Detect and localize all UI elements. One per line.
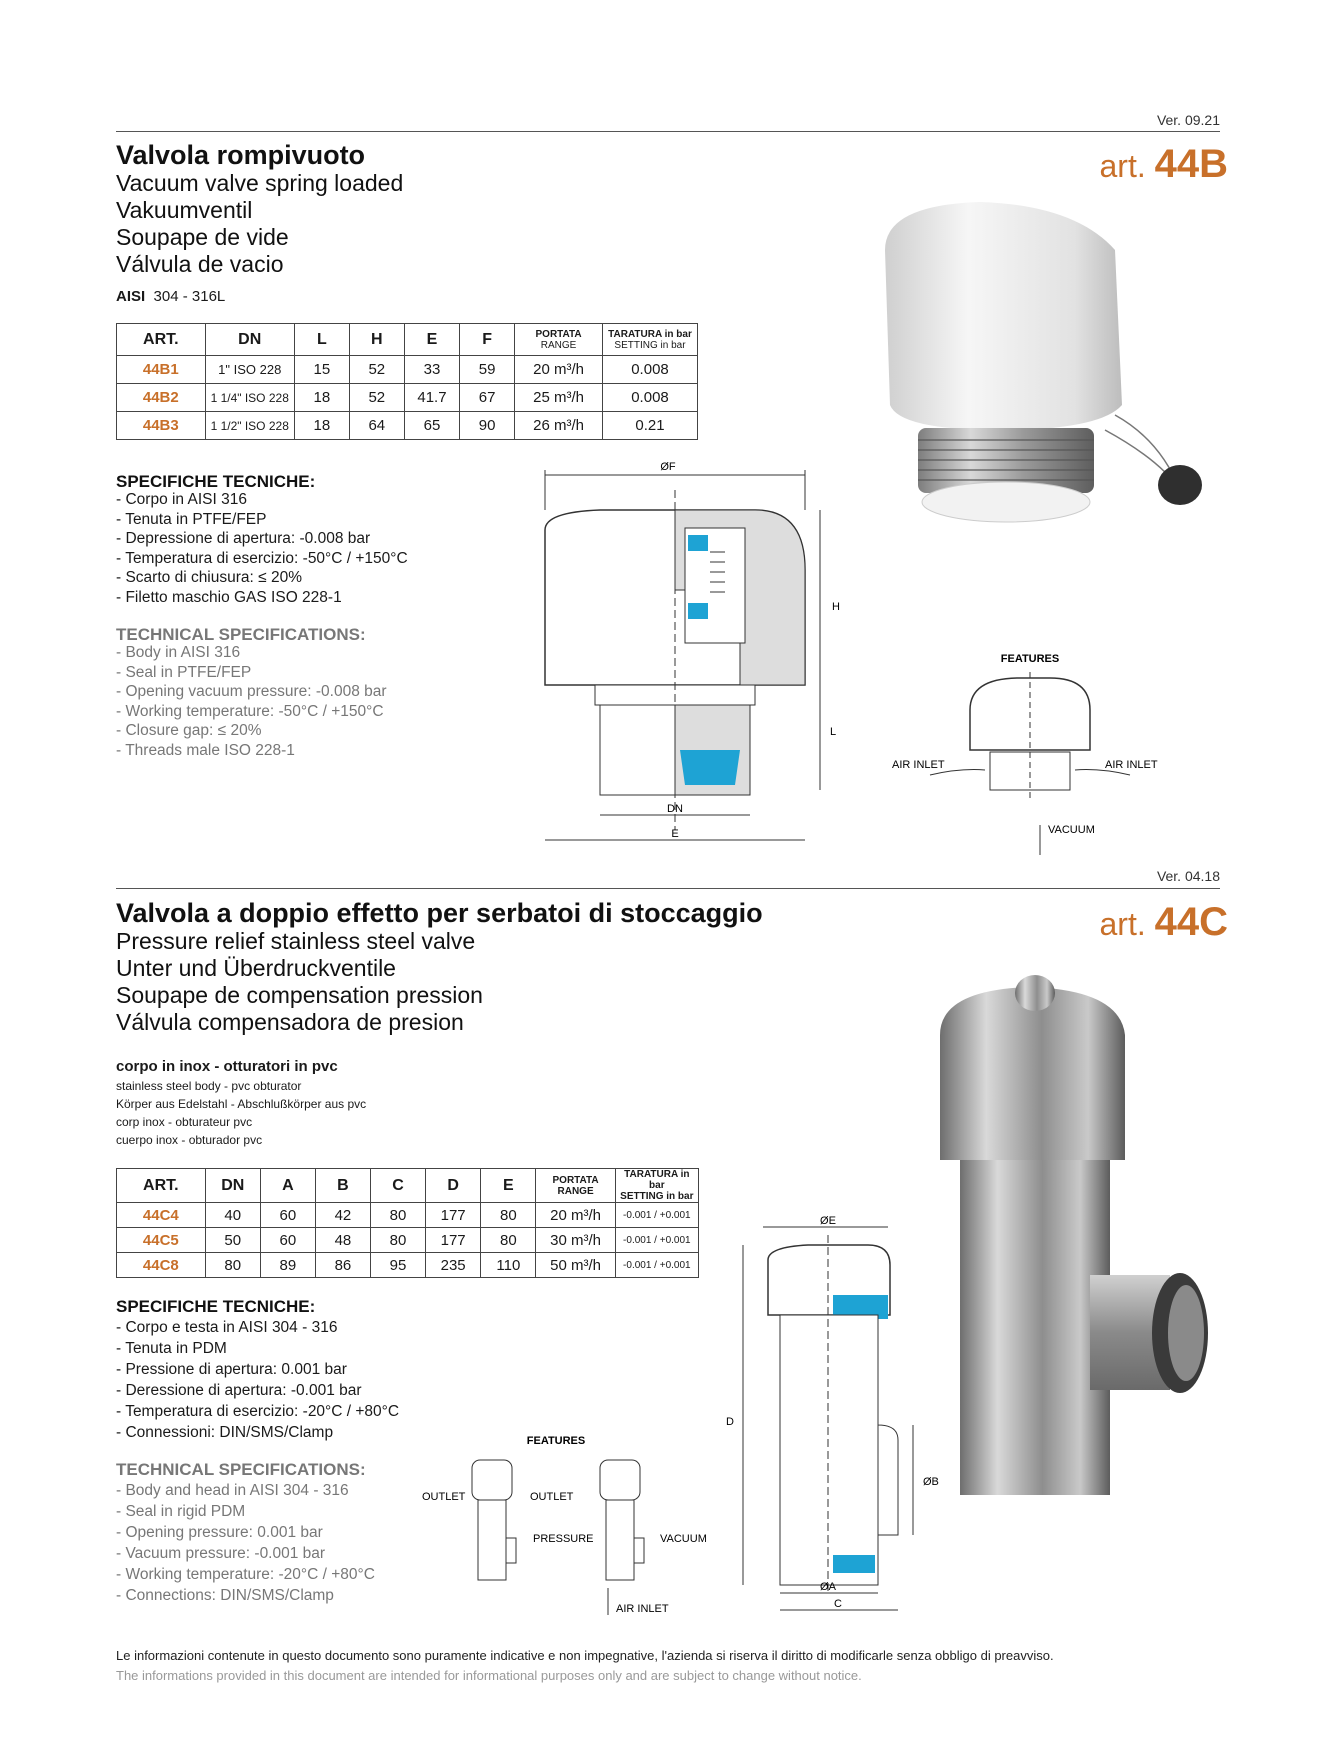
cell: 65 — [404, 412, 459, 440]
dim-e: ØE — [820, 1215, 836, 1227]
list-item: stainless steel body - pvc obturator — [116, 1079, 302, 1093]
spec-en-list — [116, 1480, 375, 1606]
cell: 18 — [294, 384, 349, 412]
list-item: - Seal in PTFE/FEP — [116, 663, 252, 681]
cell: 177 — [426, 1203, 481, 1228]
article-number: 44B — [1154, 142, 1228, 186]
cell-setting: -0.001 / +0.001 — [615, 1228, 698, 1253]
col-header: E — [404, 324, 459, 356]
cell-range: 25 m³/h — [515, 384, 603, 412]
vacuum-label: VACUUM — [1048, 824, 1095, 836]
article-code — [1099, 142, 1228, 187]
col-header: B — [315, 1169, 370, 1203]
list-item: - Working temperature: -50°C / +150°C — [116, 702, 384, 720]
article-prefix: art. — [1099, 906, 1146, 942]
cell: 110 — [481, 1253, 536, 1278]
ptfe-seal — [922, 482, 1090, 522]
list-item: - Corpo e testa in AISI 304 - 316 — [116, 1319, 338, 1336]
list-item: - Connessioni: DIN/SMS/Clamp — [116, 1424, 334, 1441]
dim-c: C — [834, 1598, 842, 1610]
cell: 67 — [460, 384, 515, 412]
disclaimer-en: The informations provided in this document are intended for informational purposes only and are subject to change without notice. — [116, 1668, 862, 1683]
subtitle: Unter und Überdruckventile — [116, 955, 396, 981]
setting-sub: SETTING in bar — [620, 1191, 694, 1202]
list-item: - Vacuum pressure: -0.001 bar — [116, 1545, 326, 1562]
table-row — [117, 384, 698, 412]
material-list — [116, 1077, 366, 1149]
col-header: E — [481, 1169, 536, 1203]
subtitle: Vakuumventil — [116, 197, 253, 223]
list-item: - Tenuta in PTFE/FEP — [116, 510, 267, 528]
subtitle: Soupape de compensation pression — [116, 982, 483, 1008]
range-head: PORTATA — [535, 328, 582, 340]
col-header-setting — [603, 324, 698, 356]
cell-art: 44C4 — [117, 1203, 206, 1228]
cell: 40 — [205, 1203, 260, 1228]
cap-nut — [1015, 975, 1055, 1011]
cell-setting: 0.21 — [603, 412, 698, 440]
spec-it-heading: SPECIFICHE TECNICHE: — [116, 1297, 316, 1316]
range-sub: RANGE — [540, 339, 577, 351]
table-row — [117, 1203, 699, 1228]
cell-art: 44B2 — [117, 384, 206, 412]
cell: 60 — [260, 1203, 315, 1228]
col-header-range — [536, 1169, 615, 1203]
dim-e: E — [671, 828, 679, 840]
cell: 80 — [370, 1228, 425, 1253]
list-item: - Scarto di chiusura: ≤ 20% — [116, 569, 302, 586]
cell-range: 30 m³/h — [536, 1228, 615, 1253]
subtitle: Pressure relief stainless steel valve — [116, 928, 476, 954]
cell-art: 44C5 — [117, 1228, 206, 1253]
cell: 48 — [315, 1228, 370, 1253]
features-title: FEATURES — [1000, 653, 1060, 665]
col-header: DN — [205, 1169, 260, 1203]
spec-table-44c — [116, 1168, 699, 1278]
range-head: PORTATA — [552, 1174, 599, 1186]
col-header: C — [370, 1169, 425, 1203]
technical-drawing-44c — [718, 1215, 948, 1615]
col-header-setting — [615, 1169, 698, 1203]
steel-head — [940, 987, 1125, 1160]
product-title: Valvola rompivuoto — [116, 140, 366, 170]
white-cap — [885, 202, 1122, 430]
section-divider — [116, 888, 1220, 889]
cell: 18 — [294, 412, 349, 440]
cell: 52 — [349, 356, 404, 384]
table-row — [117, 1228, 699, 1253]
cell: 80 — [370, 1203, 425, 1228]
subtitle: Vacuum valve spring loaded — [116, 170, 404, 196]
list-item: - Opening pressure: 0.001 bar — [116, 1524, 323, 1541]
pressure-label: PRESSURE — [533, 1533, 594, 1545]
air-inlet-label: AIR INLET — [616, 1603, 669, 1615]
list-item: corp inox - obturateur pvc — [116, 1115, 253, 1129]
table-row — [117, 1253, 699, 1278]
spec-en-list — [116, 643, 387, 760]
cell: 33 — [404, 356, 459, 384]
list-item: - Closure gap: ≤ 20% — [116, 722, 262, 739]
list-item: - Threads male ISO 228-1 — [116, 741, 295, 759]
cell: 60 — [260, 1228, 315, 1253]
cell-range: 20 m³/h — [515, 356, 603, 384]
version-label: Ver. 09.21 — [1156, 112, 1220, 128]
cell: 177 — [426, 1228, 481, 1253]
vacuum-label: VACUUM — [660, 1533, 707, 1545]
col-header: F — [460, 324, 515, 356]
subtitle-list — [116, 928, 483, 1036]
spec-it-list — [116, 1317, 399, 1443]
col-header: H — [349, 324, 404, 356]
cell-setting: -0.001 / +0.001 — [615, 1253, 698, 1278]
cell-art: 44B1 — [117, 356, 206, 384]
cell-setting: 0.008 — [603, 384, 698, 412]
features-diagram-44c — [420, 1430, 720, 1620]
outlet-right: OUTLET — [530, 1491, 574, 1503]
cell: 86 — [315, 1253, 370, 1278]
cell: 80 — [481, 1203, 536, 1228]
list-item: - Filetto maschio GAS ISO 228-1 — [116, 588, 342, 606]
aisi-label: AISI — [116, 288, 146, 305]
spec-it-heading: SPECIFICHE TECNICHE: — [116, 472, 316, 491]
list-item: - Connections: DIN/SMS/Clamp — [116, 1587, 334, 1604]
lead-seal — [1158, 465, 1202, 505]
col-header: ART. — [117, 1169, 206, 1203]
cell: 89 — [260, 1253, 315, 1278]
spec-it-list — [116, 490, 408, 607]
list-item: - Temperatura di esercizio: -50°C / +150°C — [116, 549, 408, 567]
features-diagram-44b — [890, 650, 1180, 860]
list-item: cuerpo inox - obturador pvc — [116, 1133, 263, 1147]
cell: 95 — [370, 1253, 425, 1278]
col-header: A — [260, 1169, 315, 1203]
dim-dn: DN — [667, 803, 683, 815]
product-photo-44c — [930, 965, 1240, 1565]
list-item: - Body and head in AISI 304 - 316 — [116, 1482, 349, 1499]
spec-table-44b — [116, 323, 698, 440]
cell: 15 — [294, 356, 349, 384]
air-inlet-right: AIR INLET — [1105, 759, 1158, 771]
list-item: - Body in AISI 316 — [116, 644, 241, 661]
material-line — [116, 288, 225, 305]
cell: 41.7 — [404, 384, 459, 412]
technical-drawing-44b — [540, 461, 860, 860]
product-title: Valvola a doppio effetto per serbatoi di stoccaggio — [116, 898, 763, 928]
subtitle-list — [116, 170, 403, 278]
cell-setting: 0.008 — [603, 356, 698, 384]
col-header-range — [515, 324, 603, 356]
cell-range: 20 m³/h — [536, 1203, 615, 1228]
steel-body — [960, 1160, 1110, 1495]
subtitle: Válvula compensadora de presion — [116, 1009, 464, 1035]
cell-range: 26 m³/h — [515, 412, 603, 440]
setting-head: TARATURA in bar — [608, 328, 692, 340]
list-item: - Pressione di apertura: 0.001 bar — [116, 1361, 347, 1378]
cell: 90 — [460, 412, 515, 440]
cell-dn: 1 1/4" ISO 228 — [205, 384, 294, 412]
list-item: - Depressione di apertura: -0.008 bar — [116, 530, 371, 547]
cell: 80 — [205, 1253, 260, 1278]
dim-h: H — [832, 601, 840, 613]
list-item: - Corpo in AISI 316 — [116, 491, 247, 508]
cell: 80 — [481, 1228, 536, 1253]
material-title: corpo in inox - otturatori in pvc — [116, 1058, 338, 1075]
cell-range: 50 m³/h — [536, 1253, 615, 1278]
col-header: D — [426, 1169, 481, 1203]
cell: 52 — [349, 384, 404, 412]
list-item: - Deressione di apertura: -0.001 bar — [116, 1382, 362, 1399]
cell: 64 — [349, 412, 404, 440]
product-photo-44b — [860, 190, 1220, 550]
article-number: 44C — [1154, 900, 1228, 944]
spec-en-heading: TECHNICAL SPECIFICATIONS: — [116, 1460, 366, 1479]
spec-en-heading: TECHNICAL SPECIFICATIONS: — [116, 625, 366, 644]
cell-art: 44C8 — [117, 1253, 206, 1278]
dim-l: L — [830, 726, 837, 738]
cell: 235 — [426, 1253, 481, 1278]
table-row — [117, 356, 698, 384]
list-item: - Seal in rigid PDM — [116, 1503, 246, 1520]
version-label: Ver. 04.18 — [1156, 868, 1220, 884]
article-code — [1099, 900, 1228, 945]
col-header: DN — [205, 324, 294, 356]
cell: 42 — [315, 1203, 370, 1228]
aisi-value: 304 - 316L — [153, 288, 226, 305]
list-item: - Temperatura di esercizio: -20°C / +80°C — [116, 1403, 400, 1420]
cell-dn: 1 1/2" ISO 228 — [205, 412, 294, 440]
dim-a: ØA — [820, 1581, 836, 1593]
setting-head: TARATURA in bar — [624, 1169, 690, 1191]
dim-f: ØF — [660, 461, 676, 473]
article-prefix: art. — [1099, 148, 1146, 184]
cell: 59 — [460, 356, 515, 384]
air-inlet-left: AIR INLET — [892, 759, 945, 771]
cell-art: 44B3 — [117, 412, 206, 440]
disclaimer-it: Le informazioni contenute in questo documento sono puramente indicative e non impegnative, l'azienda si riserva il diritto di modificarle senza obbligo di preavviso. — [116, 1648, 1054, 1663]
outlet-left: OUTLET — [422, 1491, 466, 1503]
features-title: FEATURES — [526, 1435, 586, 1447]
table-row — [117, 412, 698, 440]
list-item: - Opening vacuum pressure: -0.008 bar — [116, 683, 387, 700]
list-item: - Working temperature: -20°C / +80°C — [116, 1566, 375, 1583]
cell: 50 — [205, 1228, 260, 1253]
dim-d: D — [726, 1416, 734, 1428]
section-divider — [116, 131, 1220, 132]
subtitle: Soupape de vide — [116, 224, 289, 250]
dim-b: ØB — [923, 1476, 939, 1488]
range-sub: RANGE — [557, 1185, 594, 1197]
list-item: - Tenuta in PDM — [116, 1340, 227, 1357]
list-item: Körper aus Edelstahl - Abschlußkörper aus pvc — [116, 1097, 367, 1111]
col-header: L — [294, 324, 349, 356]
cell-setting: -0.001 / +0.001 — [615, 1203, 698, 1228]
subtitle: Válvula de vacio — [116, 251, 284, 277]
setting-sub: SETTING in bar — [614, 339, 686, 351]
cell-dn: 1" ISO 228 — [205, 356, 294, 384]
col-header: ART. — [117, 324, 206, 356]
